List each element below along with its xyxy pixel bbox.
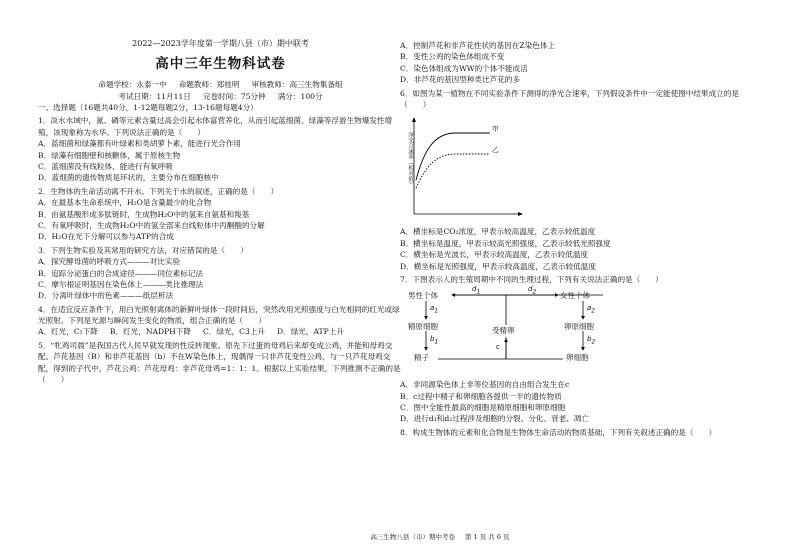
label-oogonium: 卵原细胞: [564, 322, 594, 332]
question-6-option-c[interactable]: C．横坐标是光波长，甲表示较高温度，乙表示较低温度: [400, 250, 589, 260]
left-column: [38, 38, 403, 385]
exam-meta-1: [38, 79, 403, 90]
question-2-option-c[interactable]: C．有氧呼吸时，生成物H₂O中的氢全部来自线粒体中丙酮酸的分解: [38, 220, 265, 230]
question-8-stem: 8．构成生物体的元素和化合物是生物体生命活动的物质基础，下列有关叙述正确的是（ ）: [400, 427, 717, 437]
question-3: [38, 245, 403, 302]
page-footer: [290, 533, 590, 543]
question-5-stem: 5．“牝鸡司晨”是我国古代人民早就发现的性反转现象。原先下过蛋的母鸡后来却变成公鸡，并能和母鸡交配。芦花基因（B）和非芦花基因（b）不在W染色体上，现偶得一只非芦花变性公鸡，与一只芦花母鸡交配，得到的子代中，芦花公鸡：芦花母鸡：非芦花母鸡=1：1：1。根据以上实验结果，下列推测不正确的是（ ）: [38, 340, 401, 385]
question-4-stem: 4．在适宜反应条件下，用白光照射离体的新鲜叶绿体一段时间后，突然改用光照强度与白光相同的红光或绿光照射。下列是光源与瞬间发生变化的物质，组合正确的是（ ）: [38, 304, 400, 326]
meta-duration: 完卷时间：75分钟: [202, 91, 266, 101]
label-ovum: 卵细胞: [566, 353, 589, 363]
label-d2: $d_2$: [528, 285, 537, 296]
question-2-option-a[interactable]: A．在最基本生命系统中，H₂O是含量最少的化合物: [38, 198, 212, 208]
question-7-stem: 7．下图表示人的生殖周期中不同的生理过程，下列有关说法正确的是（ ）: [400, 274, 664, 284]
question-4-option-a[interactable]: A．红光，C₅下降: [38, 327, 98, 337]
label-spermatogonium: 精原细胞: [408, 322, 438, 332]
question-1-option-a[interactable]: A．蓝细菌和绿藻都有叶绿素和类胡萝卜素，能进行光合作用: [38, 139, 241, 149]
question-4: [38, 304, 403, 338]
right-column: [400, 40, 762, 438]
label-a2: $a_2$: [587, 304, 596, 315]
question-6-option-a[interactable]: A．横坐标是CO₂浓度，甲表示较高温度，乙表示较低温度: [400, 227, 596, 237]
diagram-lines: [408, 287, 658, 375]
curve-yi-label: 乙: [492, 146, 499, 155]
label-b1: $b_1$: [430, 335, 439, 346]
graph-svg: [400, 114, 560, 222]
meta-school: 命题学校：永泰一中: [98, 80, 167, 90]
footer-page-number: 第 1 页 共 6 页: [464, 533, 510, 541]
question-5: [38, 340, 403, 386]
question-6-stem: 6．如图为某一植物在不同实验条件下测得的净光合速率，下列假设条件中一定能使图中结果成立的是（ ）: [400, 88, 739, 109]
question-3-option-d[interactable]: D．分离叶绿体中的色素———纸层析法: [38, 291, 174, 301]
question-7-option-b[interactable]: B．c过程中精子和卵细胞各提供一半的遗传物质: [400, 391, 562, 401]
page-title: 高中三年生物科试卷: [155, 56, 286, 72]
label-sperm: 精子: [414, 353, 429, 363]
question-1-option-b[interactable]: B．绿藻有细胞壁和核糖体，属于原核生物: [38, 150, 181, 160]
question-5-options: [400, 40, 762, 86]
question-4-options: [38, 326, 403, 337]
question-4-option-b[interactable]: B．红光，NADPH下降: [109, 327, 191, 337]
meta-reviewer: 审核教师：高三生物集备组: [251, 80, 343, 90]
question-3-option-b[interactable]: B．追踪分泌蛋白的合成途径———同位素标记法: [38, 268, 204, 278]
question-5-option-a[interactable]: A．控制芦花和非芦花性状的基因在Z染色体上: [400, 41, 556, 50]
section-heading: 一、选择题（16题共40分，1-12题每题2分，13-16题每题4分）: [38, 103, 258, 113]
question-2: [38, 186, 403, 243]
question-6: [400, 88, 762, 272]
label-b2: $b_2$: [587, 335, 596, 346]
question-7-option-c[interactable]: C．图中全能性最高的细胞是精原细胞和卵原细胞: [400, 403, 566, 413]
question-2-stem: 2．生物体的生命活动离不开水。下列关于水的叙述，正确的是（ ）: [38, 186, 279, 196]
label-c: c: [496, 343, 500, 352]
question-5-option-c[interactable]: C．染色体组成为WW的个体不能成活: [400, 63, 528, 73]
graph-y-label: 净光合速率（相对值）: [407, 132, 413, 188]
curve-yi: [416, 154, 490, 188]
label-d1: $d_1$: [472, 285, 481, 296]
photosynthesis-graph: [400, 114, 560, 222]
exam-header: [38, 38, 403, 102]
curve-jia-label: 甲: [492, 125, 499, 134]
question-6-option-d[interactable]: D．横坐标是光照强度，甲表示较高温度，乙表示较低温度: [400, 261, 596, 271]
question-7: [400, 274, 762, 425]
question-3-option-c[interactable]: C．摩尔根证明基因在染色体上———类比推理法: [38, 279, 204, 289]
label-male: 男性个体: [408, 291, 438, 301]
question-4-option-d[interactable]: D．绿光，ATP上升: [277, 327, 344, 337]
curve-jia: [416, 133, 490, 180]
question-7-option-a[interactable]: A．非同源染色体上非等位基因的自由组合发生在c: [400, 380, 570, 390]
exam-meta-2: [38, 91, 403, 102]
graph-y-arrow: [412, 117, 416, 122]
question-5-option-d[interactable]: D．非芦花的基因型种类比芦花的多: [400, 75, 520, 85]
question-5-option-b[interactable]: B．变性公鸡的染色体组成不变: [400, 52, 505, 62]
question-1-stem: 1．淡水水域中，氮、磷等元素含量过高会引起水体富营养化，从而引起蓝细菌、绿藻等浮游生物爆发性增殖，该现象称为水华。下列说法正确的是（ ）: [38, 116, 393, 137]
graph-x-arrow: [518, 212, 523, 216]
question-3-option-a[interactable]: A．探究酵母菌的呼吸方式———对比实验: [38, 257, 181, 267]
question-1-option-d[interactable]: D．蓝细菌的遗传物质是环状的，主要分布在细胞核中: [38, 173, 219, 183]
label-a1: $a_1$: [430, 304, 439, 315]
question-6-option-b[interactable]: B．横坐标是温度，甲表示较高光照强度，乙表示较低光照强度: [400, 238, 611, 248]
meta-date: 考试日期：11月11日: [118, 91, 191, 101]
question-1-option-c[interactable]: C．蓝细菌没有线粒体，能进行有氧呼吸: [38, 161, 173, 171]
question-2-option-d[interactable]: D．H₂O在光下分解可以参与ATP的合成: [38, 232, 174, 242]
meta-author: 命题教师：郑桂明: [178, 80, 240, 90]
question-2-option-b[interactable]: B．由氨基酸形成多肽链时，生成物H₂O中的氢来自氨基和羧基: [38, 209, 250, 219]
question-1: [38, 115, 403, 183]
question-7-option-d[interactable]: D．进行d₁和d₂过程涉及细胞的分裂、分化、衰老、凋亡: [400, 414, 589, 424]
label-zygote: 受精卵: [492, 326, 515, 336]
label-female: 女性个体: [560, 291, 590, 301]
exam-term: 2022—2023学年度第一学期八县（市）期中联考: [132, 39, 309, 48]
meta-score: 满分：100分: [277, 91, 323, 101]
question-8: [400, 427, 762, 438]
question-4-option-c[interactable]: C．绿光，C3上升: [203, 327, 266, 337]
question-3-stem: 3．下列生物实验及其常用的研究方法，对应错误的是（ ）: [38, 245, 248, 255]
reproduction-cycle-diagram: [408, 287, 658, 375]
footer-exam-name: 高三生物八县（市）期中考卷: [370, 533, 455, 541]
